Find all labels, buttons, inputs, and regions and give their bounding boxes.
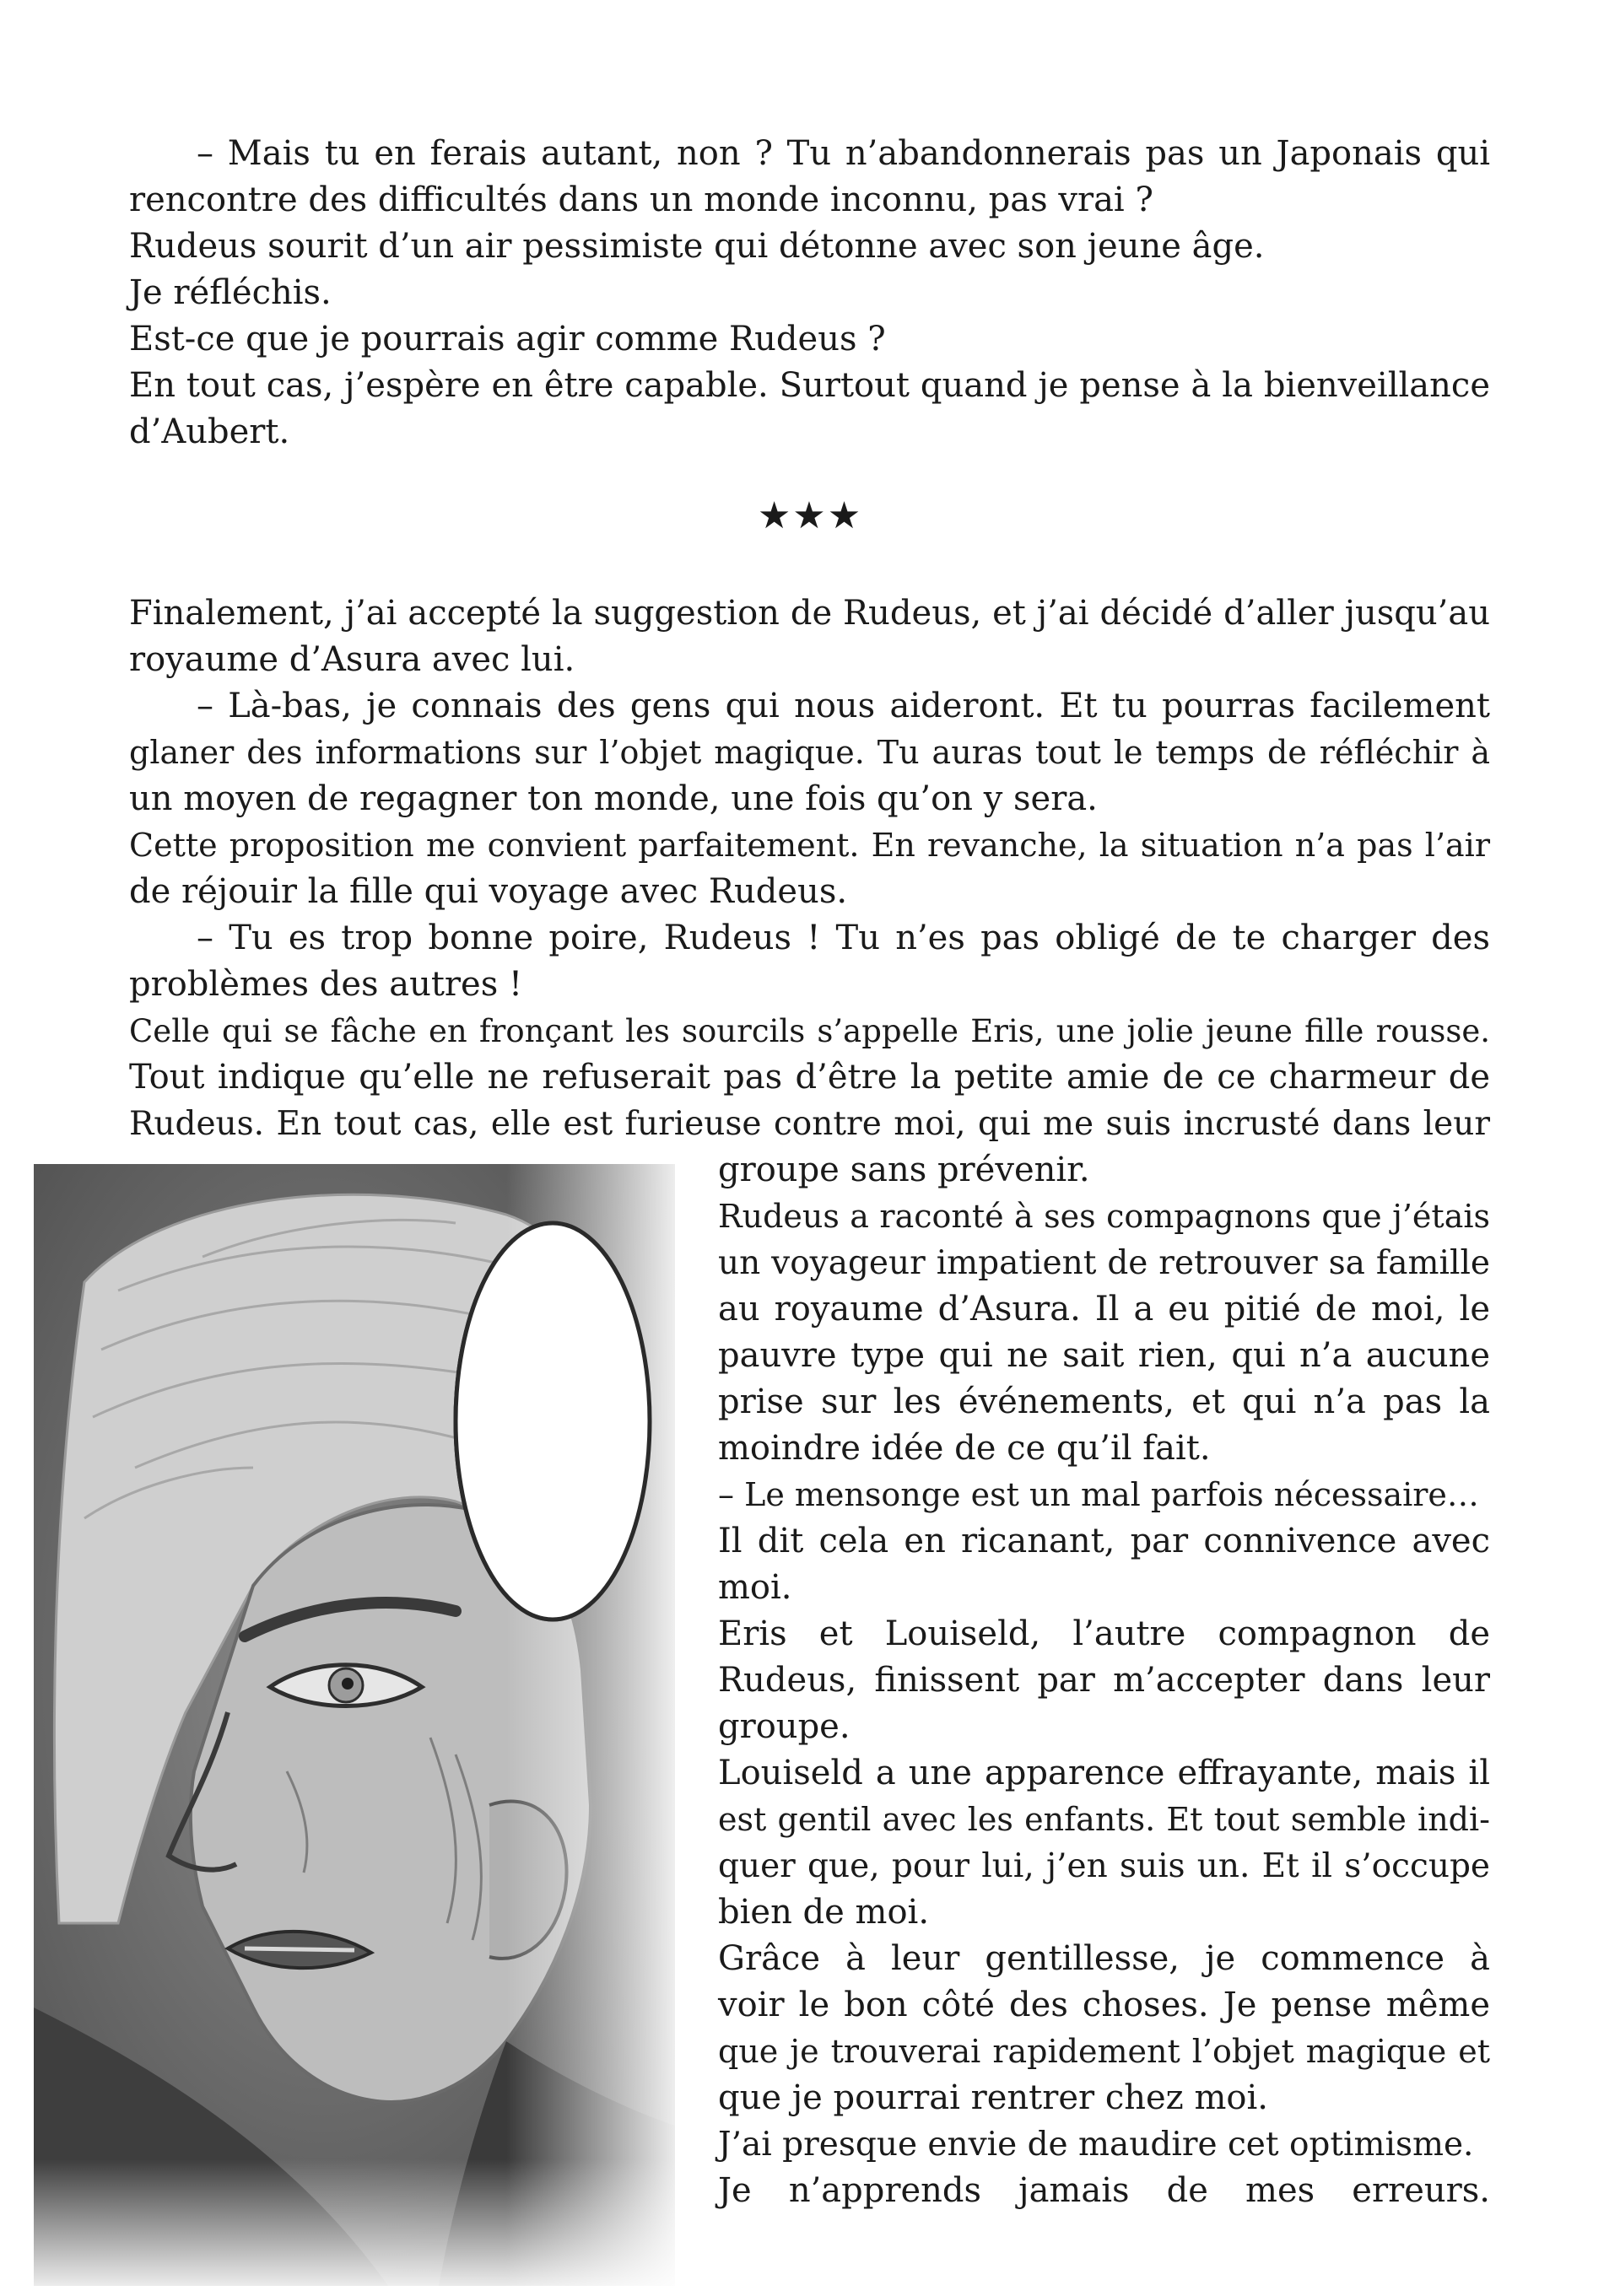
- paragraph-line: pauvre type qui ne sait rien, qui n’a aucune: [718, 1336, 1490, 1375]
- paragraph-line: – Le mensonge est un mal parfois nécessaire…: [718, 1476, 1479, 1513]
- paragraph-line: glaner des informations sur l’objet magique. Tu auras tout le temps de réfléchir à: [129, 734, 1490, 771]
- paragraph-line: En tout cas, j’espère en être capable. Surtout quand je pense à la bienveillance: [129, 366, 1490, 405]
- paragraph-line: prise sur les événements, et qui n’a pas la: [718, 1382, 1490, 1421]
- paragraph-line: royaume d’Asura avec lui.: [129, 640, 575, 679]
- teeth-line: [245, 1948, 354, 1950]
- paragraph-line: au royaume d’Asura. Il a eu pitié de moi, le: [718, 1290, 1490, 1329]
- paragraph-line: moi.: [718, 1568, 792, 1607]
- paragraph-line: un moyen de regagner ton monde, une fois qu’on y sera.: [129, 779, 1098, 818]
- paragraph-line: est gentil avec les enfants. Et tout semble indi-: [718, 1801, 1490, 1838]
- paragraph-line: – Tu es trop bonne poire, Rudeus ! Tu n’es pas obligé de te charger des: [197, 919, 1490, 957]
- paragraph-line: de réjouir la fille qui voyage avec Rudeus.: [129, 872, 848, 911]
- paragraph-line: voir le bon côté des choses. Je pense même: [718, 1986, 1490, 2024]
- paragraph-line: d’Aubert.: [129, 412, 290, 451]
- paragraph-line: – Là-bas, je connais des gens qui nous aideront. Et tu pourras facilement: [197, 687, 1490, 725]
- paragraph-line: Finalement, j’ai accepté la suggestion de Rudeus, et j’ai décidé d’aller jusqu’au: [129, 594, 1490, 633]
- paragraph-line: moindre idée de ce qu’il fait.: [718, 1429, 1211, 1468]
- paragraph-line: Rudeus sourit d’un air pessimiste qui détonne avec son jeune âge.: [129, 227, 1265, 266]
- paragraph-line: Cette proposition me convient parfaitement. En revanche, la situation n’a pas l’air: [129, 827, 1490, 864]
- paragraph-line: problèmes des autres !: [129, 965, 523, 1004]
- paragraph-line: groupe.: [718, 1707, 850, 1746]
- paragraph-line: Celle qui se fâche en fronçant les sourcils s’appelle Eris, une jolie jeune fille rousse.: [129, 1013, 1490, 1049]
- paragraph-line: Eris et Louiseld, l’autre compagnon de: [718, 1614, 1490, 1653]
- paragraph-line: un voyageur impatient de retrouver sa famille: [718, 1244, 1490, 1282]
- paragraph-line: Je n’apprends jamais de mes erreurs.: [718, 2171, 1490, 2210]
- paragraph-line: groupe sans prévenir.: [718, 1151, 1090, 1189]
- manga-illustration: [34, 1164, 675, 2286]
- paragraph-line: – Mais tu en ferais autant, non ? Tu n’abandonnerais pas un Japonais qui: [197, 134, 1490, 173]
- paragraph-line: quer que, pour lui, j’en suis un. Et il s’occupe: [718, 1847, 1490, 1885]
- paragraph-line: Tout indique qu’elle ne refuserait pas d’être la petite amie de ce charmeur de: [129, 1058, 1490, 1097]
- section-separator: ★★★: [757, 494, 863, 537]
- paragraph-line: bien de moi.: [718, 1893, 930, 1932]
- paragraph-line: Est-ce que je pourrais agir comme Rudeus ?: [129, 320, 886, 358]
- paragraph-line: Rudeus, finissent par m’accepter dans leur: [718, 1661, 1490, 1700]
- paragraph-line: Louiseld a une apparence effrayante, mais il: [718, 1754, 1490, 1792]
- paragraph-line: que je trouverai rapidement l’objet magique et: [718, 2033, 1490, 2070]
- paragraph-line: Je réfléchis.: [129, 273, 332, 312]
- paragraph-line: Il dit cela en ricanant, par connivence avec: [718, 1522, 1490, 1560]
- paragraph-line: que je pourrai rentrer chez moi.: [718, 2078, 1268, 2117]
- paragraph-line: rencontre des difficultés dans un monde inconnu, pas vrai ?: [129, 181, 1153, 219]
- paragraph-line: Rudeus a raconté à ses compagnons que j’étais: [718, 1198, 1490, 1235]
- paragraph-line: Rudeus. En tout cas, elle est furieuse contre moi, qui me suis incrusté dans leur: [129, 1105, 1490, 1143]
- paragraph-line: J’ai presque envie de maudire cet optimisme.: [718, 2126, 1474, 2164]
- paragraph-line: Grâce à leur gentillesse, je commence à: [718, 1939, 1490, 1978]
